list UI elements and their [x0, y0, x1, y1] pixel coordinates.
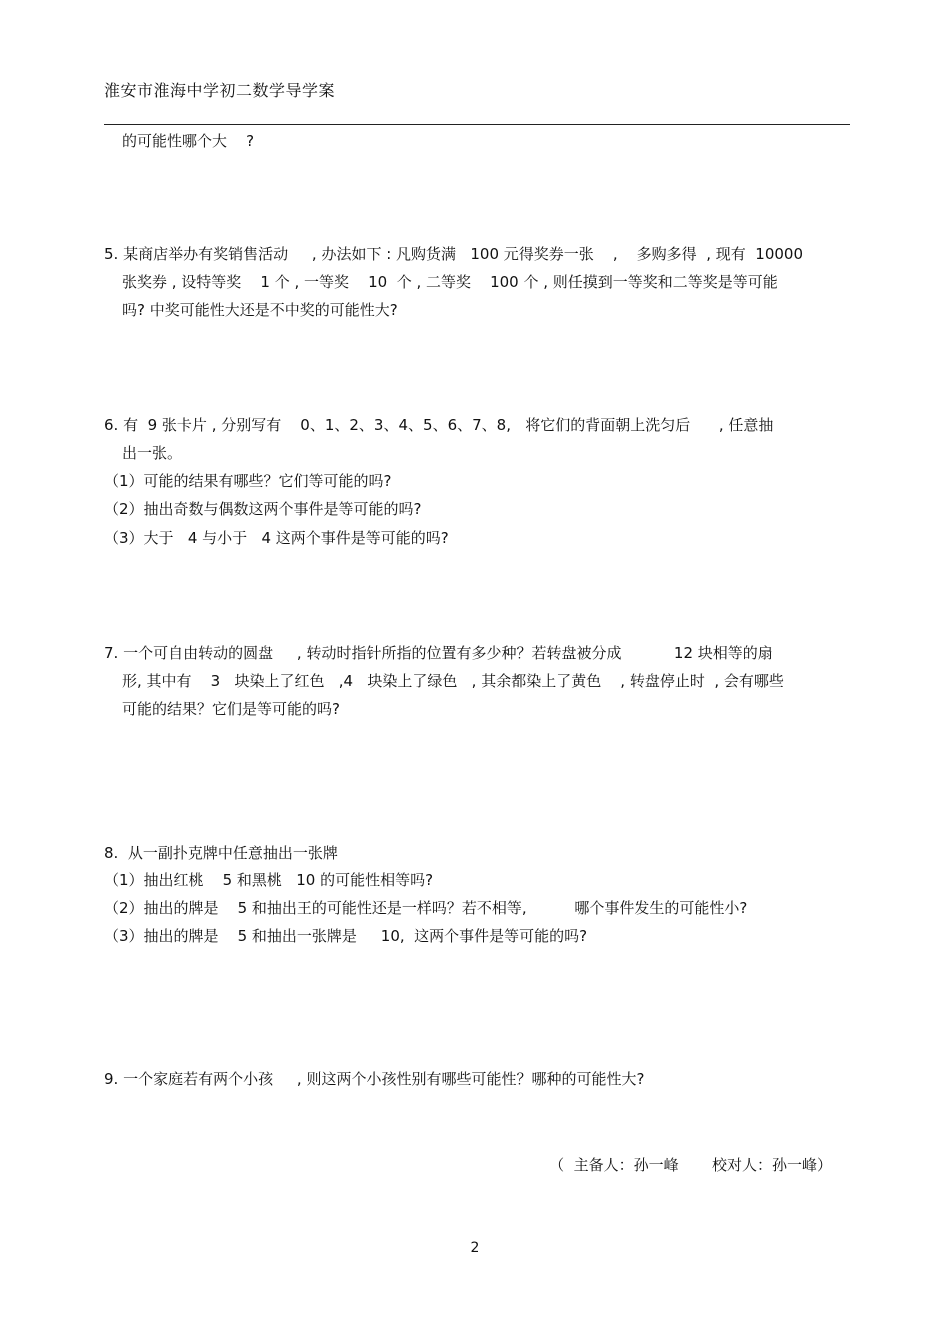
- question-6-subquestion-1: （1）可能的结果有哪些？它们等可能的吗?: [104, 472, 392, 490]
- question-8-subquestion-2: （2）抽出的牌是 5 和抽出王的可能性还是一样吗？若不相等, 哪个事件发生的可能性小?: [104, 899, 748, 917]
- question-8-subquestion-1: （1）抽出红桃 5 和黑桃 10 的可能性相等吗?: [104, 871, 434, 889]
- question-7-line-3: 可能的结果？它们是等可能的吗?: [122, 700, 340, 718]
- question-6-subquestion-3: （3）大于 4 与小于 4 这两个事件是等可能的吗?: [104, 529, 449, 547]
- question-6-line-1: 6. 有 9 张卡片 , 分别写有 0、1、2、3、4、5、6、7、8, 将它们的背面朝上洗匀后 , 任意抽: [104, 416, 774, 434]
- question-6-subquestion-2: （2）抽出奇数与偶数这两个事件是等可能的吗?: [104, 500, 422, 518]
- question-4-continuation: 的可能性哪个大 ?: [122, 132, 255, 150]
- question-6-line-2: 出一张。: [122, 444, 183, 462]
- page-number: 2: [470, 1240, 480, 1256]
- question-5-line-2: 张奖券 , 设特等奖 1 个 , 一等奖 10 个 , 二等奖 100 个 , 则任摸到一等奖和二等奖是等可能: [122, 273, 778, 291]
- question-8-subquestion-3: （3）抽出的牌是 5 和抽出一张牌是 10, 这两个事件是等可能的吗?: [104, 927, 588, 945]
- question-5-line-3: 吗? 中奖可能性大还是不中奖的可能性大?: [122, 301, 398, 319]
- header-divider: [104, 124, 850, 125]
- preparer-credits: （ 主备人：孙一峰 校对人：孙一峰）: [549, 1156, 832, 1174]
- question-9-line-1: 9. 一个家庭若有两个小孩 , 则这两个小孩性别有哪些可能性？哪种的可能性大?: [104, 1070, 645, 1088]
- question-7-line-2: 形, 其中有 3 块染上了红色 ,4 块染上了绿色 , 其余都染上了黄色 , 转盘停止时 , 会有哪些: [122, 672, 784, 690]
- question-5-line-1: 5. 某商店举办有奖销售活动 , 办法如下 : 凡购货满 100 元得奖券一张 , 多购多得 , 现有 10000: [104, 245, 803, 263]
- question-7-line-1: 7. 一个可自由转动的圆盘 , 转动时指针所指的位置有多少种？若转盘被分成 12 块相等的扇: [104, 644, 773, 662]
- page-header: 淮安市淮海中学初二数学导学案: [104, 81, 336, 100]
- question-8-line-1: 8. 从一副扑克牌中任意抽出一张牌: [104, 844, 338, 862]
